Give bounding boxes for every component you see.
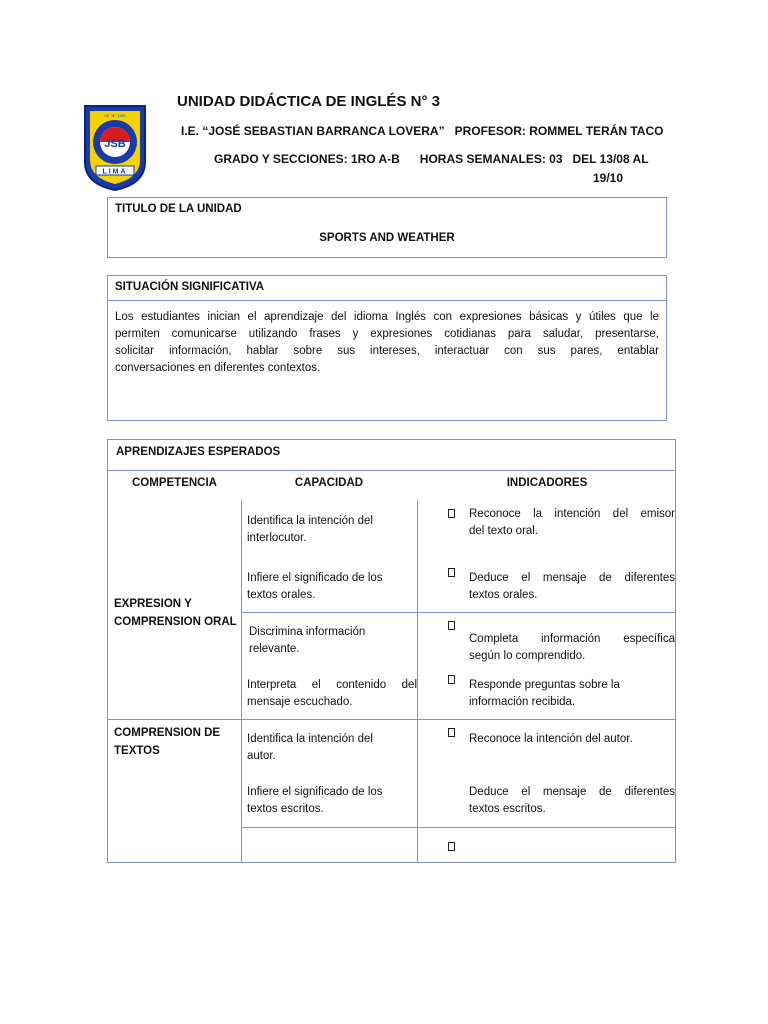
indicador-line: del texto oral. [469, 525, 539, 537]
indicador-line: información recibida. [469, 696, 576, 708]
competencia-line: EXPRESION Y [114, 598, 192, 610]
indicador-line: Completa información específica [469, 633, 675, 645]
indicador-line: textos escritos. [469, 803, 546, 815]
indicador-line: Deduce el mensaje de diferentes [469, 786, 675, 798]
indicador-item [469, 784, 675, 818]
capacidad-item [247, 784, 415, 818]
indicador-line: Responde preguntas sobre la [469, 679, 620, 691]
capacidad-line: relevante. [249, 643, 300, 655]
situation-label: SITUACIÓN SIGNIFICATIVA [115, 281, 265, 293]
situation-line: conversaciones en diferentes contextos. [115, 362, 321, 374]
competencia-expresion-oral [114, 595, 237, 631]
header-competencia: COMPETENCIA [132, 477, 217, 489]
crest-top-text: I.E. N° 1190 [104, 113, 126, 118]
indicador-line: Reconoce la intención del autor. [469, 733, 633, 745]
capacidad-item [247, 513, 415, 547]
crest-initials: JSB [104, 138, 126, 150]
capacidad-item [247, 677, 417, 711]
situation-line: solicitar información, hablar sobre sus intereses, interactuar con sus pares, entablar [115, 345, 659, 357]
indicador-line: Deduce el mensaje de diferentes [469, 572, 675, 584]
checkbox-bullet-icon [448, 568, 455, 577]
capacidad-line: Identifica la intención del [247, 733, 373, 745]
situation-line: permiten comunicarse utilizando frases y expresiones cotidianas para saludar, presentarse, [115, 328, 659, 340]
situation-line: Los estudiantes inician el aprendizaje del idioma Inglés con expresiones básicas y útiles que le [115, 311, 659, 323]
capacidad-line: mensaje escuchado. [247, 696, 353, 708]
capacidad-line: autor. [247, 750, 276, 762]
checkbox-bullet-icon [448, 621, 455, 630]
header-indicadores: INDICADORES [506, 477, 588, 489]
indicador-item [469, 731, 675, 748]
competencia-comprension-textos [114, 724, 220, 760]
date-end: 19/10 [593, 171, 624, 185]
capacidad-line: textos escritos. [247, 803, 324, 815]
indicador-item [469, 631, 675, 665]
competencia-line: COMPRENSION ORAL [114, 616, 237, 628]
capacidad-line: textos orales. [247, 589, 316, 601]
checkbox-bullet-icon [448, 728, 455, 737]
situation-paragraph [115, 309, 659, 377]
indicador-line: según lo comprendido. [469, 650, 586, 662]
unit-title-label: TITULO DE LA UNIDAD [115, 203, 242, 215]
learning-label: APRENDIZAJES ESPERADOS [116, 446, 281, 458]
indicador-line: textos orales. [469, 589, 538, 601]
competencia-line: TEXTOS [114, 745, 160, 757]
competencia-line: COMPRENSION DE [114, 727, 221, 739]
grade-line: GRADO Y SECCIONES: 1RO A-B HORAS SEMANALES: 03 DEL 13/08 AL [214, 152, 649, 166]
crest-city: LIMA [102, 168, 128, 176]
indicador-item [469, 677, 675, 711]
situation-box [107, 275, 667, 421]
unit-title-box [107, 197, 667, 258]
capacidad-item [247, 570, 415, 604]
school-line: I.E. “JOSÉ SEBASTIAN BARRANCA LOVERA” PROFESOR: ROMMEL TERÁN TACO [181, 124, 664, 138]
school-crest-logo [82, 104, 148, 192]
capacidad-line: Identifica la intención del [247, 515, 373, 527]
indicador-line: Reconoce la intención del emisor [469, 508, 675, 520]
capacidad-line: interlocutor. [247, 532, 307, 544]
indicador-item [469, 506, 675, 540]
capacidad-line: Infiere el significado de los [247, 786, 383, 798]
capacidad-line: Infiere el significado de los [247, 572, 383, 584]
capacidad-item [249, 624, 415, 658]
capacidad-item [247, 731, 415, 765]
document-title: UNIDAD DIDÁCTICA DE INGLÉS N° 3 [177, 93, 440, 110]
capacidad-line: Interpreta el contenido del [247, 679, 417, 691]
learning-table [107, 439, 676, 863]
checkbox-bullet-icon [448, 509, 455, 518]
unit-title-value: SPORTS AND WEATHER [319, 232, 455, 244]
indicador-item [469, 570, 675, 604]
checkbox-bullet-icon [448, 842, 455, 851]
checkbox-bullet-icon [448, 675, 455, 684]
header-capacidad: CAPACIDAD [294, 477, 364, 489]
capacidad-line: Discrimina información [249, 626, 366, 638]
